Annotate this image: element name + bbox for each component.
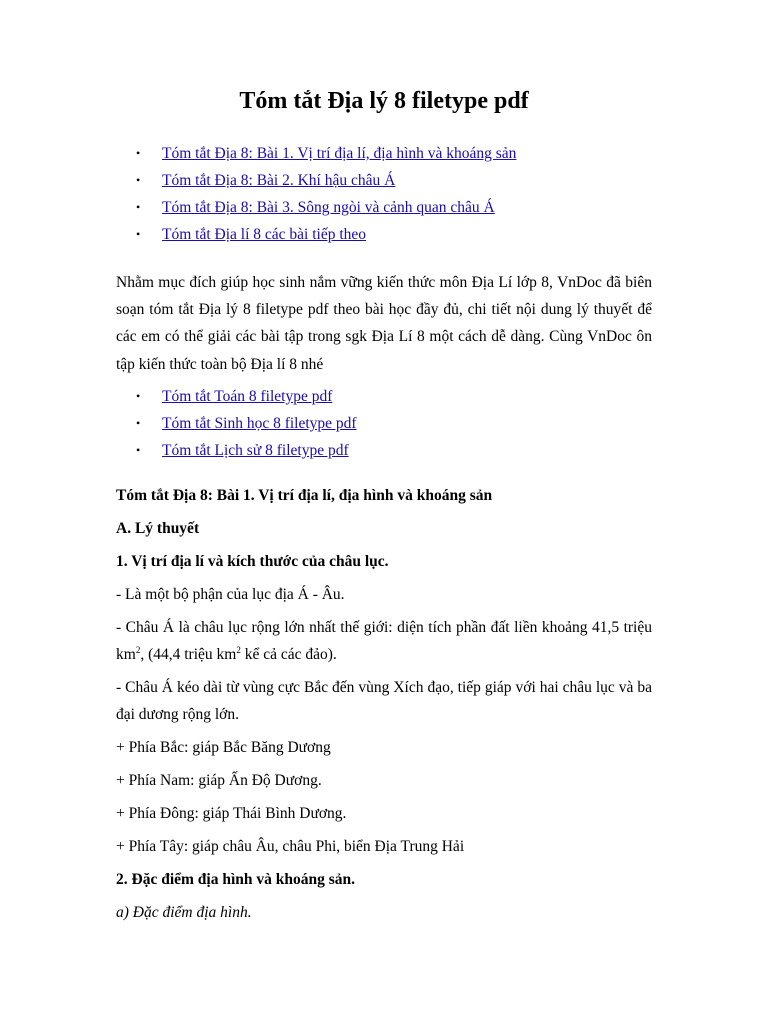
- paragraph-2: [116, 614, 652, 668]
- heading-1: 1. Vị trí địa lí và kích thước của châu lục.: [116, 552, 389, 570]
- paragraph-2-part-3: kể cả các đảo).: [240, 645, 337, 663]
- superscript-2: 2: [135, 644, 141, 655]
- bullet-icon: •: [136, 442, 141, 457]
- paragraph-1: - Là một bộ phận của lục địa Á - Âu.: [116, 585, 345, 603]
- heading-2: 2. Đặc điểm địa hình và khoáng sản.: [116, 870, 356, 888]
- document-title: Tóm tắt Địa lý 8 filetype pdf: [239, 88, 529, 114]
- related-links: [116, 383, 652, 464]
- paragraph-3: - Châu Á kéo dài từ vùng cực Bắc đến vùng Xích đạo, tiếp giáp với hai châu lục và ba đại dương rộng lớn.: [116, 678, 652, 723]
- toc-item: [136, 140, 652, 167]
- related-item: [136, 410, 652, 437]
- section-a-heading: A. Lý thuyết: [116, 519, 200, 537]
- toc-item: [136, 221, 652, 248]
- bullet-icon: •: [136, 388, 141, 403]
- related-link-sinh[interactable]: Tóm tắt Sinh học 8 filetype pdf: [162, 414, 357, 432]
- paragraph-7: + Phía Tây: giáp châu Âu, châu Phi, biển Địa Trung Hải: [116, 837, 465, 855]
- paragraph-6: + Phía Đông: giáp Thái Bình Dương.: [116, 804, 347, 822]
- toc-link-bai-1[interactable]: Tóm tắt Địa 8: Bài 1. Vị trí địa lí, địa hình và khoáng sản: [162, 145, 517, 162]
- bullet-icon: •: [136, 146, 141, 160]
- related-item: [136, 437, 652, 464]
- bullet-icon: •: [136, 415, 141, 430]
- related-link-lich-su[interactable]: Tóm tắt Lịch sử 8 filetype pdf: [162, 441, 349, 459]
- toc-link-bai-3[interactable]: Tóm tắt Địa 8: Bài 3. Sông ngòi và cảnh quan châu Á: [162, 199, 495, 216]
- toc-link-bai-2[interactable]: Tóm tắt Địa 8: Bài 2. Khí hậu châu Á: [162, 172, 396, 189]
- bullet-icon: •: [136, 173, 141, 187]
- toc-item: [136, 194, 652, 221]
- related-link-toan[interactable]: Tóm tắt Toán 8 filetype pdf: [162, 387, 333, 405]
- toc-item: [136, 167, 652, 194]
- bullet-icon: •: [136, 200, 141, 214]
- superscript-2: 2: [236, 644, 241, 655]
- heading-2a: a) Đặc điểm địa hình.: [116, 903, 252, 921]
- intro-paragraph: Nhằm mục đích giúp học sinh nắm vững kiến thức môn Địa Lí lớp 8, VnDoc đã biên soạn tóm tắt Địa lý 8 filetype pdf theo bài học đầy đủ, chi tiết nội dung lý thuyết để các em có thể giải các bài tập trong sgk Địa Lí 8 một cách dễ dàng. Cùng VnDoc ôn tập kiến thức toàn bộ Địa lí 8 nhé: [116, 274, 652, 373]
- paragraph-2-part-1: - Châu Á là châu lục rộng lớn nhất thế giới: diện tích phần đất liền khoảng 41,5 triệu km: [116, 618, 652, 663]
- table-of-contents: [116, 140, 652, 248]
- lesson-title: Tóm tắt Địa 8: Bài 1. Vị trí địa lí, địa hình và khoáng sản: [116, 486, 493, 504]
- toc-link-tiep-theo[interactable]: Tóm tắt Địa lí 8 các bài tiếp theo: [162, 226, 367, 243]
- paragraph-2-part-2: , (44,4 triệu km: [140, 645, 237, 663]
- paragraph-4: + Phía Bắc: giáp Bắc Băng Dương: [116, 738, 331, 756]
- paragraph-5: + Phía Nam: giáp Ấn Độ Dương.: [116, 771, 322, 789]
- related-item: [136, 383, 652, 410]
- bullet-icon: •: [136, 227, 141, 241]
